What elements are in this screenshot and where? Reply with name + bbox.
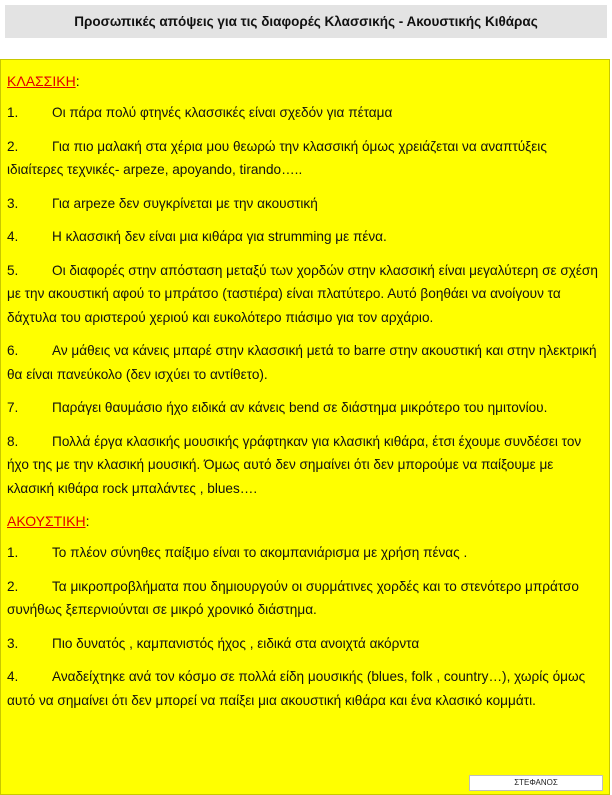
list-item [7,339,603,386]
list-item-number: 1. [7,105,19,120]
list-item-number: 4. [7,229,19,244]
list-item [7,135,603,182]
list-item-text: Οι διαφορές στην απόσταση μεταξύ των χορδών στην κλασσική είναι μεγαλύτερη σε σχέση με την ακουστική αφού το μπράτσο (ταστιέρα) είναι πλατύτερο. Αυτό βοηθάει να ανοίγουν τα δάχτυλα του αριστερού χεριού και ευκολότερο πιάσιμο για τον αρχάριο. [7,262,598,325]
list-item-number: 4. [7,669,19,684]
list-item-number: 3. [7,635,19,651]
list-item [7,665,603,712]
list-item [7,541,603,565]
list-item [7,632,603,656]
list-item-text: Για arpeze δεν συγκρίνεται με την ακουστική [52,195,318,211]
list-item-text: Παράγει θαυμάσιο ήχο ειδικά αν κάνεις bend σε διάστημα μικρότερο του ημιτονίου. [52,400,548,415]
list-item-number: 7. [7,400,19,415]
content-panel [0,59,610,795]
list-item-text: Το πλέον σύνηθες παίξιμο είναι το ακομπανιάρισμα με χρήση πένας . [52,545,468,560]
list-item-text: Αναδείχτηκε ανά τον κόσμο σε πολλά είδη μουσικής (blues, folk , country…), χωρίς όμως αυτό να σημαίνει ότι δεν μπορεί να παίξει μια ακουστική κιθάρα και ένα κλασικό κομμάτι. [7,669,586,708]
list-item [7,575,603,622]
list-item-number: 2. [7,578,19,594]
list-item-number: 5. [7,262,19,278]
document-title-bar [5,5,607,38]
list-item-text: Τα μικροπροβλήματα που δημιουργούν οι συρμάτινες χορδές και το στενότερο μπράτσο συνήθως ξεπερνιούνται σε μικρό χρονικό διάστημα. [7,578,579,617]
section-heading-label: ΚΛΑΣΣΙΚΗ [7,73,76,89]
section-heading-label: ΑΚΟΥΣΤΙΚΗ [7,513,86,529]
section-acoustic [7,510,603,712]
list-item-number: 1. [7,545,19,560]
list-item [7,101,603,125]
section-heading-classical [7,70,603,92]
signature-text: ΣΤΕΦΑΝΟΣ [514,778,558,787]
list-item-text: Πιο δυνατός , καμπανιστός ήχος , ειδικά στα ανοιχτά ακόρντα [52,635,420,651]
list-item [7,225,603,249]
list-item-text: Πολλά έργα κλασικής μουσικής γράφτηκαν για κλασική κιθάρα, έτσι έχουμε συνδέσει τον ήχο της με την κλασική μουσική. Όμως αυτό δεν σημαίνει ότι δεν μπορούμε να παίξουμε με κλασική κιθάρα rock μπαλάντες , blues…. [7,433,582,496]
list-item-number: 3. [7,195,19,211]
list-item-number: 2. [7,138,19,154]
list-item [7,396,603,420]
signature-box [469,775,603,791]
list-item [7,259,603,330]
list-item-text: Οι πάρα πολύ φτηνές κλασσικές είναι σχεδόν για πέταμα [52,105,393,120]
list-item [7,192,603,216]
section-heading-acoustic [7,510,603,532]
list-item-text: Αν μάθεις να κάνεις μπαρέ στην κλασσική μετά το barre στην ακουστική και στην ηλεκτρική θα είναι πανεύκολο (δεν ισχύει το αντίθετο). [7,343,597,382]
page-title: Προσωπικές απόψεις για τις διαφορές Κλασσικής - Ακουστικής Κιθάρας [74,14,538,29]
list-item-number: 6. [7,343,19,358]
list-item [7,430,603,501]
section-heading-colon: : [85,513,90,529]
section-heading-colon: : [75,73,80,89]
list-item-text: Η κλασσική δεν είναι μια κιθάρα για strumming με πένα. [52,229,387,244]
list-item-text: Για πιο μαλακή στα χέρια μου θεωρώ την κλασσική όμως χρειάζεται να αναπτύξεις ιδιαίτερες τεχνικές- arpeze, apoyando, tirando….. [7,138,547,177]
section-classical [7,70,603,500]
list-item-number: 8. [7,433,19,449]
